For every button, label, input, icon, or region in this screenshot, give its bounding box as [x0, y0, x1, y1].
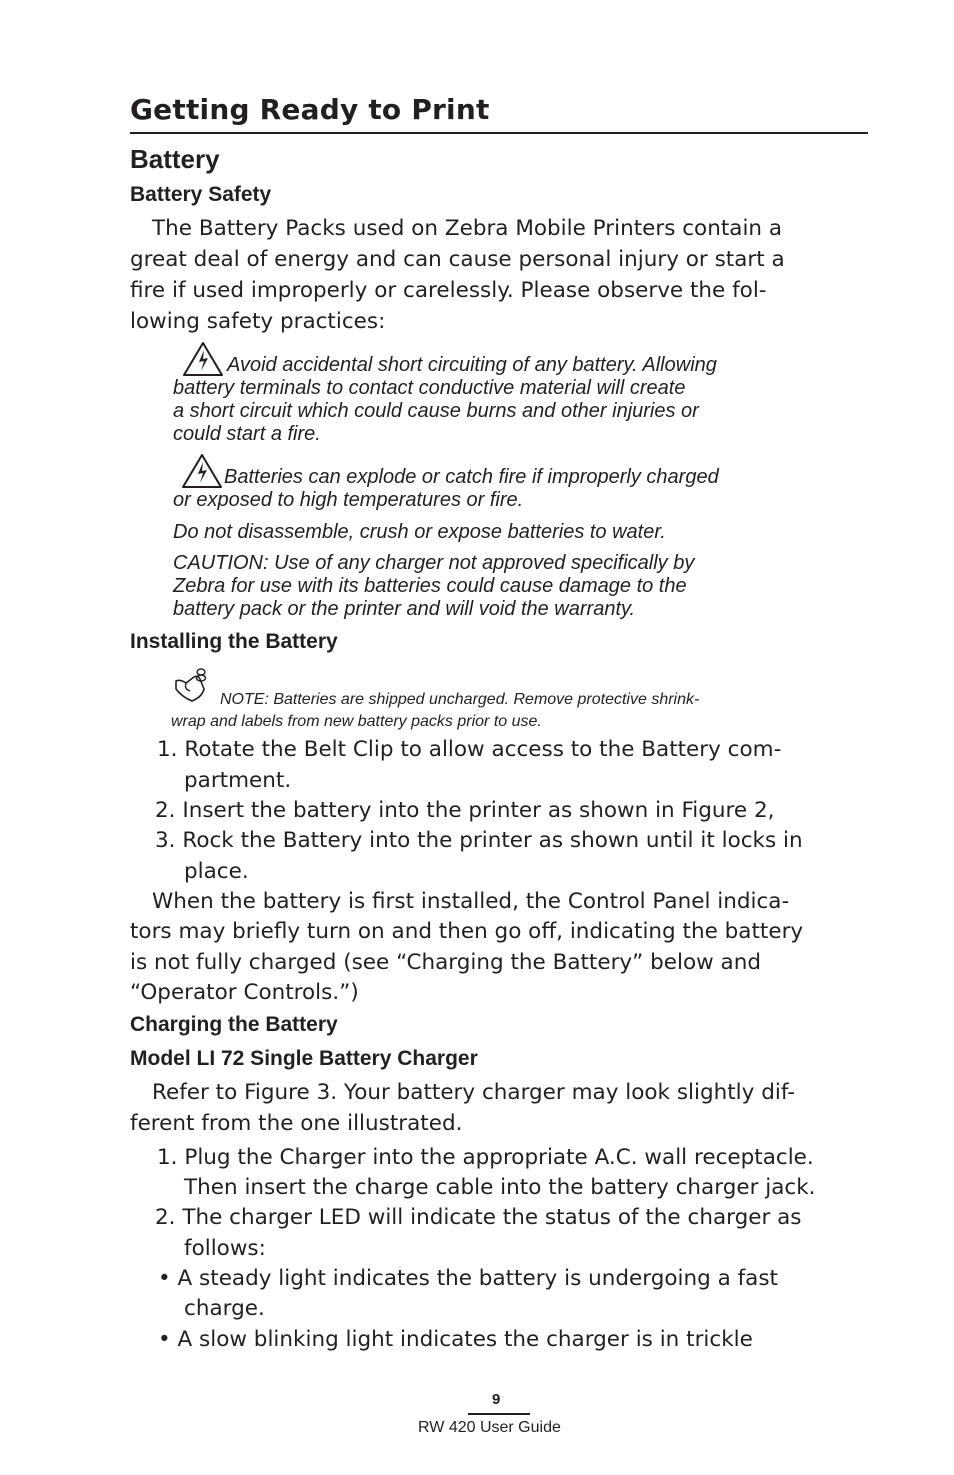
note-text-line: wrap and labels from new battery packs prior to use. [171, 713, 542, 730]
charging-heading: Charging the Battery [130, 1013, 338, 1036]
charging-step-line: Then insert the charge cable into the battery charger jack. [184, 1175, 816, 1200]
warning-text-line: battery terminals to contact conductive material will create [173, 377, 686, 399]
install-after-line: is not fully charged (see “Charging the Battery” below and [130, 950, 761, 975]
charging-step-line: follows: [184, 1236, 266, 1261]
install-step-line: partment. [184, 768, 292, 793]
caution-text-line: CAUTION: Use of any charger not approved specifically by [173, 552, 695, 574]
charging-intro-line: Refer to Figure 3. Your battery charger may look slightly dif- [152, 1080, 795, 1105]
battery-safety-heading: Battery Safety [130, 183, 272, 206]
install-after-line: When the battery is first installed, the Control Panel indica- [152, 889, 790, 914]
electrical-hazard-icon [182, 341, 224, 377]
safety-intro-line: great deal of energy and can cause personal injury or start a [130, 247, 785, 272]
install-step-line: 3. Rock the Battery into the printer as shown until it locks in [155, 828, 803, 853]
safety-intro-line: fire if used improperly or carelessly. Please observe the fol- [130, 278, 767, 303]
guide-title: RW 420 User Guide [418, 1419, 561, 1436]
install-step-line: 1. Rotate the Belt Clip to allow access to the Battery com- [157, 737, 782, 762]
charging-step-line: • A slow blinking light indicates the charger is in trickle [158, 1327, 753, 1352]
install-after-line: “Operator Controls.”) [130, 980, 359, 1005]
charging-step-line: • A steady light indicates the battery is undergoing a fast [158, 1266, 778, 1291]
install-step-line: place. [184, 859, 249, 884]
install-step-line: 2. Insert the battery into the printer as shown in Figure 2, [155, 798, 775, 823]
footer-rule [468, 1413, 530, 1415]
safety-intro-line: The Battery Packs used on Zebra Mobile Printers contain a [152, 216, 783, 241]
charging-step-line: charge. [184, 1296, 265, 1321]
installing-heading: Installing the Battery [130, 630, 338, 653]
caution-text-line: battery pack or the printer and will void the warranty. [173, 598, 636, 620]
charging-intro-line: ferent from the one illustrated. [130, 1111, 463, 1136]
title-rule [130, 132, 868, 134]
safety-intro-line: lowing safety practices: [130, 309, 386, 334]
page-title: Getting Ready to Print [130, 93, 490, 126]
caution-text-line: Zebra for use with its batteries could cause damage to the [173, 575, 687, 597]
note-hand-icon [170, 667, 212, 705]
warning-text-line: or exposed to high temperatures or fire. [173, 489, 524, 511]
install-after-line: tors may briefly turn on and then go off, indicating the battery [130, 919, 804, 944]
warning-text-line: Do not disassemble, crush or expose batteries to water. [173, 521, 666, 543]
section-heading: Battery [130, 144, 220, 174]
charging-step-line: 2. The charger LED will indicate the status of the charger as [155, 1205, 802, 1230]
charging-step-line: 1. Plug the Charger into the appropriate A.C. wall receptacle. [157, 1145, 814, 1170]
warning-text-line: Batteries can explode or catch fire if improperly charged [224, 466, 719, 488]
warning-text-line: Avoid accidental short circuiting of any battery. Allowing [227, 354, 717, 376]
warning-text-line: could start a fire. [173, 423, 321, 445]
charger-model-heading: Model LI 72 Single Battery Charger [130, 1047, 478, 1070]
warning-text-line: a short circuit which could cause burns and other injuries or [173, 400, 699, 422]
electrical-hazard-icon [181, 453, 223, 489]
note-text-line: NOTE: Batteries are shipped uncharged. Remove protective shrink- [220, 691, 700, 708]
page-number: 9 [492, 1391, 501, 1408]
